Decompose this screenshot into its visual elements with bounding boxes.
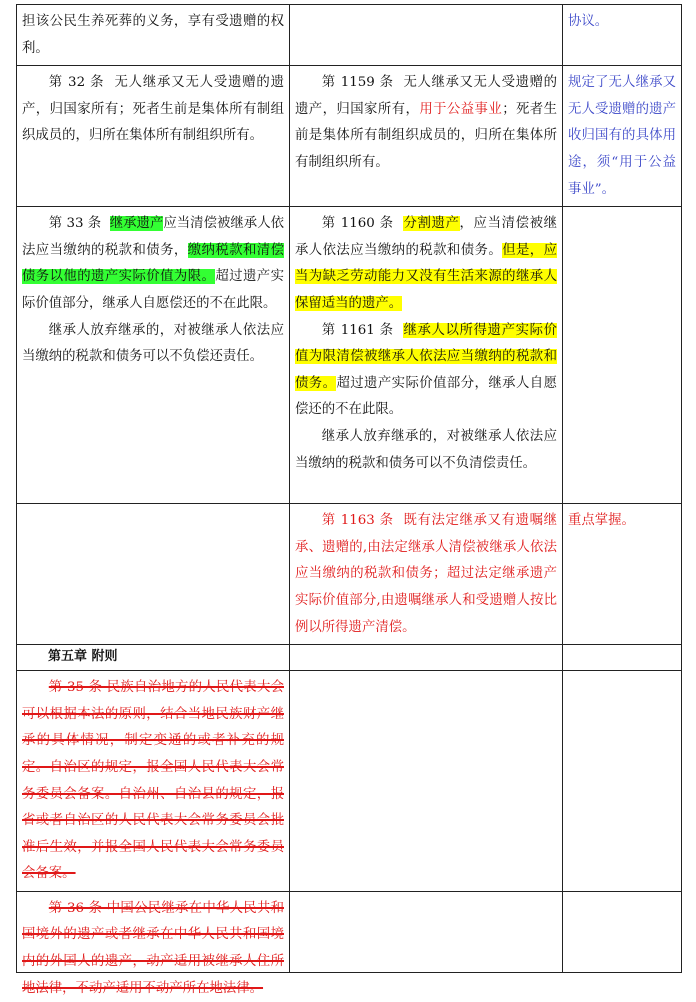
note-cell: 规定了无人继承又无人受遗赠的遗产收归国有的具体用途，须“用于公益事业”。 <box>563 66 682 207</box>
highlight-yellow: 但是，应当为缺乏劳动能力又没有生活来源的继承人保留适当的遗产。 <box>295 242 558 311</box>
table-row <box>17 645 682 671</box>
article-number: 第 32 条 <box>48 75 105 91</box>
note-cell <box>563 891 682 972</box>
table-row <box>17 66 682 207</box>
article-text: 超过遗产实际价值部分，继承人自愿偿还的不在此限。 <box>295 375 558 418</box>
deleted-article-35: 第 35 条 民族自治地方的人民代表大会可以根据本法的原则，结合当地民族财产继承的具体情况，制定变通的或者补充的规定。自治区的规定，报全国人民代表大会常务委员会备案。自治州、自治县的规定，报省或者自治区的人民代表大会常务委员会批准后生效，并报全国人民代表大会常务委员会备案。 <box>22 680 284 882</box>
new-article-1163 <box>295 508 557 641</box>
article-number: 第 1160 条 <box>321 216 394 232</box>
highlight-yellow: 分割遗产 <box>403 216 460 232</box>
deleted-article-36: 第 36 条 中国公民继承在中华人民共和国境外的遗产或者继承在中华人民共和国境内的外国人的遗产，动产适用被继承人住所地法律，不动产适用不动产所在地法律。 <box>22 900 284 996</box>
new-law-cell <box>290 671 563 892</box>
article-text: 无人继承又无人受遗赠的遗产，归国家所有， <box>295 75 558 117</box>
new-law-cell <box>290 5 563 66</box>
highlight-green: 缴纳税款和清偿债务以他的遗产实际价值为限。 <box>22 242 285 285</box>
comparison-table <box>16 4 682 996</box>
article-text: 应当清偿被继承人依法应当缴纳的税款和债务， <box>22 216 285 258</box>
clipped-content <box>22 896 284 996</box>
article-text: 超过遗产实际价值部分，继承人自愿偿还的不在此限。 <box>22 269 285 311</box>
new-article-1159 <box>295 70 557 176</box>
note-cell <box>563 671 682 892</box>
new-article-1161-para2: 继承人放弃继承的，对被继承人依法应当缴纳的税款和债务可以不负清偿责任。 <box>295 428 557 471</box>
new-law-cell <box>290 504 563 645</box>
article-text: 无人继承又无人受遗赠的遗产，归国家所有；死者生前是集体所有制组织成员的，归所在集体所有制组织所有。 <box>22 75 284 144</box>
note-cell: 重点掌握。 <box>563 504 682 645</box>
new-law-cell <box>290 645 563 671</box>
new-law-cell <box>290 207 563 504</box>
old-article-32 <box>22 70 284 150</box>
table-row <box>17 5 682 66</box>
table-row <box>17 671 682 892</box>
new-law-cell <box>290 891 563 972</box>
article-text: ，应当清偿被继承人依法应当缴纳的税款和债务。 <box>295 216 558 258</box>
old-article-33-para2: 继承人放弃继承的，对被继承人依法应当缴纳的税款和债务可以不负偿还责任。 <box>22 322 284 365</box>
highlight-green: 继承遗产 <box>109 216 164 232</box>
old-law-cell <box>17 645 290 671</box>
old-law-cell <box>17 66 290 207</box>
chapter-heading: 第五章 附则 <box>48 649 118 665</box>
old-law-cell <box>17 671 290 892</box>
table-row <box>17 207 682 504</box>
old-law-text: 担该公民生养死葬的义务，享有受遗赠的权利。 <box>22 14 284 56</box>
article-number: 第 1161 条 <box>321 322 394 338</box>
article-text: ；死者生前是集体所有制组织成员的，归所在集体所有制组织所有。 <box>295 101 558 170</box>
table-row <box>17 891 682 972</box>
old-law-cell <box>17 207 290 504</box>
new-article-1161 <box>295 318 557 424</box>
new-law-cell <box>290 66 563 207</box>
old-article-33 <box>22 211 284 317</box>
new-article-1160 <box>295 211 557 317</box>
highlight-yellow: 继承人以所得遗产实际价值为限清偿被继承人依法应当缴纳的税款和债务。 <box>295 322 558 391</box>
article-number: 第 1159 条 <box>321 75 394 91</box>
note-cell: 协议。 <box>563 5 682 66</box>
article-number: 第 33 条 <box>48 216 102 232</box>
old-law-cell <box>17 504 290 645</box>
changed-text: 用于公益事业 <box>419 101 503 117</box>
note-cell <box>563 207 682 504</box>
article-number: 第 1163 条 <box>321 513 394 529</box>
old-law-cell <box>17 891 290 996</box>
article-text: 既有法定继承又有遗嘱继承、遗赠的,由法定继承人清偿被继承人依法应当缴纳的税款和债务；超过法定继承遗产实际价值部分,由遗嘱继承人和受遗赠人按比例以所得遗产清偿。 <box>295 513 558 635</box>
table-row <box>17 504 682 645</box>
old-law-cell <box>17 5 290 66</box>
note-cell <box>563 645 682 671</box>
